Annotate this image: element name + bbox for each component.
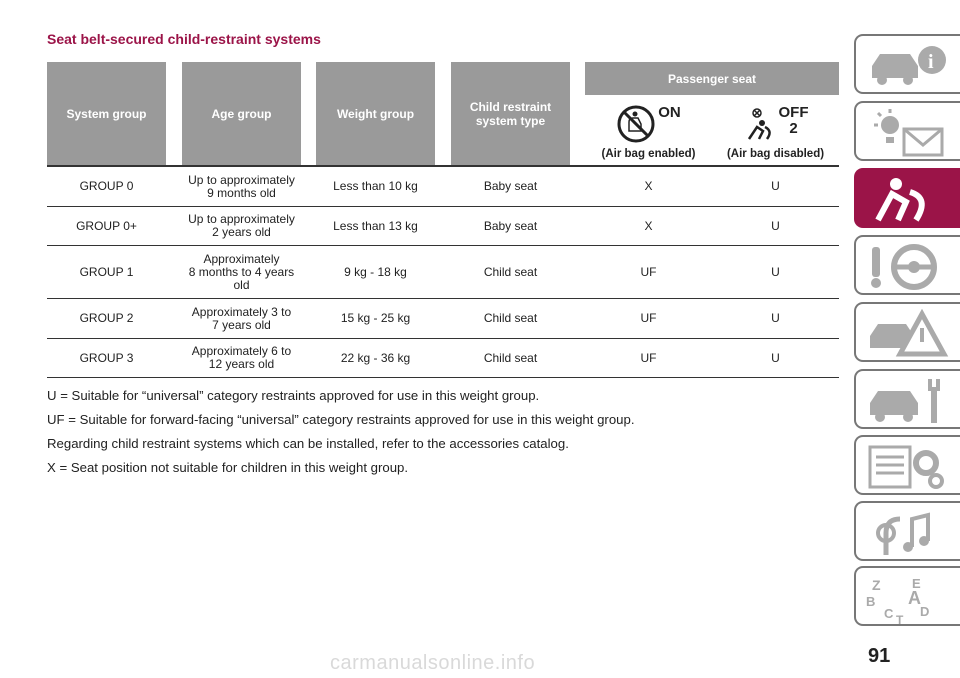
svg-text:i: i	[928, 51, 934, 73]
tab-multimedia[interactable]	[854, 501, 960, 561]
child-seat-prohibited-icon	[616, 104, 656, 144]
tab-index[interactable]	[854, 566, 960, 626]
svg-text:T: T	[896, 613, 904, 624]
section-title: Seat belt-secured child-restraint systems	[47, 31, 321, 47]
cell-age: Up to approximately 9 months old	[188, 172, 295, 200]
cell-type: Baby seat	[483, 179, 538, 193]
airbag-off-icon	[743, 105, 777, 145]
car-service-icon	[866, 375, 952, 427]
cell-type: Child seat	[483, 311, 538, 325]
tab-starting-driving[interactable]	[854, 235, 960, 295]
cell-airbag-on: UF	[640, 311, 657, 325]
cell-airbag-on: UF	[640, 350, 657, 365]
cell-weight: Less than 10 kg	[333, 179, 418, 193]
multimedia-icon	[866, 507, 952, 559]
note-item: U = Suitable for “universal” category restraints approved for use in this weight group.	[47, 388, 540, 403]
cell-group: GROUP 3	[79, 350, 134, 365]
cell-group: GROUP 0+	[76, 218, 137, 233]
cell-airbag-off: U	[771, 179, 780, 193]
lights-message-icon	[866, 107, 952, 159]
cell-airbag-off: U	[771, 311, 780, 325]
airbag-off-text: OFF	[778, 104, 809, 121]
index-letters-icon	[866, 572, 952, 624]
svg-text:C: C	[884, 606, 894, 621]
svg-text:A: A	[908, 588, 921, 608]
cell-group: GROUP 1	[79, 264, 134, 279]
cell-airbag-on: X	[644, 179, 653, 193]
header-passenger-seat: Passenger seat	[585, 62, 839, 95]
cell-type: Child seat	[483, 264, 538, 279]
cell-airbag-on: UF	[640, 264, 657, 279]
header-weight-group: Weight group	[316, 62, 435, 165]
cell-age: Approximately 3 to 7 years old	[191, 304, 292, 332]
cell-type: Child seat	[483, 350, 538, 365]
cell-age: Approximately 8 months to 4 years old	[188, 251, 295, 292]
svg-text:B: B	[866, 594, 876, 609]
steering-wheel-icon	[866, 241, 952, 293]
cell-airbag-off: U	[771, 264, 780, 279]
airbag-disabled-label: (Air bag disabled)	[726, 148, 825, 160]
note-item: UF = Suitable for forward-facing “universal” category restraints approved for use in this weight group.	[47, 412, 635, 427]
car-warning-icon	[866, 308, 952, 360]
cell-airbag-off: U	[771, 350, 780, 365]
header-restraint-type: Child restraint system type	[451, 62, 570, 165]
header-system-group: System group	[47, 62, 166, 165]
safety-airbag-icon	[866, 174, 952, 226]
cell-airbag-on: X	[644, 218, 653, 233]
watermark: carmanualsonline.info	[330, 652, 536, 674]
airbag-on-text: ON	[658, 104, 681, 121]
cell-weight: 15 kg - 25 kg	[340, 311, 411, 325]
cell-airbag-off: U	[771, 218, 780, 233]
cell-type: Baby seat	[483, 218, 538, 233]
note-item: X = Seat position not suitable for children in this weight group.	[47, 460, 409, 475]
specs-gear-icon	[866, 441, 952, 493]
airbag-off-number: 2	[789, 120, 798, 137]
svg-text:D: D	[920, 604, 930, 619]
svg-text:Z: Z	[872, 577, 881, 593]
tab-service[interactable]	[854, 369, 960, 429]
header-airbag-enabled	[585, 95, 712, 165]
airbag-enabled-label: (Air bag enabled)	[601, 148, 696, 160]
table-row	[47, 207, 839, 246]
header-age-group: Age group	[182, 62, 301, 165]
table-row	[47, 339, 839, 378]
tab-technical-specs[interactable]	[854, 435, 960, 495]
svg-text:E: E	[912, 576, 921, 591]
car-info-icon	[866, 40, 952, 92]
cell-weight: 22 kg - 36 kg	[340, 350, 411, 365]
tab-car-info[interactable]	[854, 34, 960, 94]
page-number: 91	[868, 645, 891, 667]
cell-age: Approximately 6 to 12 years old	[191, 344, 292, 371]
table-row	[47, 299, 839, 339]
tab-safety[interactable]	[854, 168, 960, 228]
cell-group: GROUP 0	[79, 179, 134, 193]
cell-group: GROUP 2	[79, 311, 134, 325]
tab-emergency[interactable]	[854, 302, 960, 362]
tab-lights-messages[interactable]	[854, 101, 960, 161]
cell-weight: 9 kg - 18 kg	[344, 264, 407, 279]
note-item: Regarding child restraint systems which can be installed, refer to the accessories catalog.	[47, 436, 569, 451]
table-row	[47, 167, 839, 207]
header-airbag-disabled	[712, 95, 839, 165]
cell-weight: Less than 13 kg	[333, 218, 418, 233]
table-row	[47, 246, 839, 299]
legend-notes	[47, 389, 635, 485]
cell-age: Up to approximately 2 years old	[188, 212, 295, 239]
